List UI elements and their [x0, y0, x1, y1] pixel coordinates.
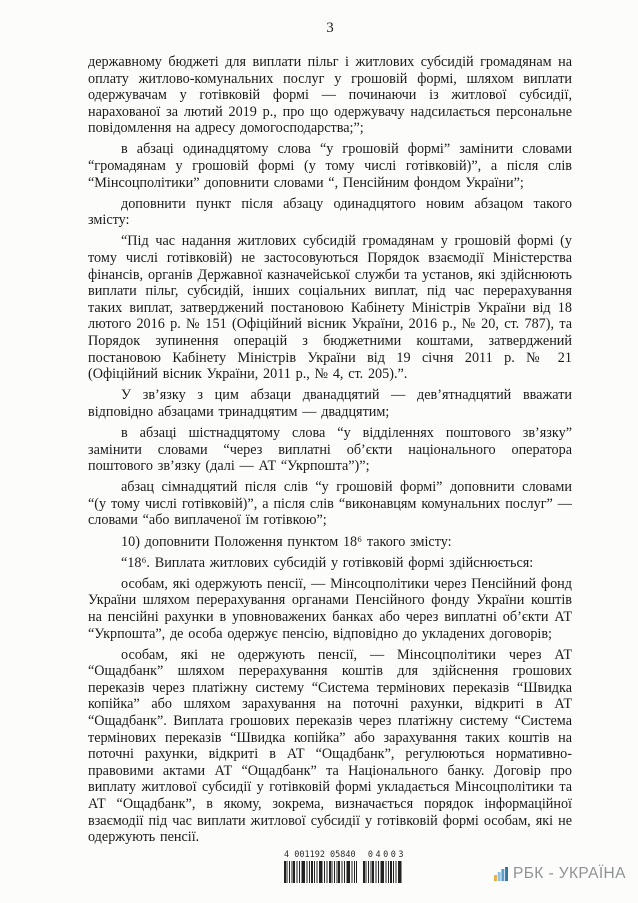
barcode-bars [284, 861, 406, 883]
paragraph: абзац сімнадцятий після слів “у грошовій формі” доповнити словами “(у тому числі готівковій)”, а після слів “виконавцям комунальних послуг” — словами “або виплаченої їм готівкою”; [88, 479, 572, 529]
barcode [284, 850, 406, 883]
barcode-number-right: 04003 [367, 850, 406, 860]
barcode-bars-left [284, 861, 357, 883]
paragraph: державному бюджеті для виплати пільг і житлових субсидій громадянам на оплату житлово-комунальних послуг у грошовій формі, шляхом виплати одержувачам у готівковій формі — починаючи із житлової субсидії, нарахованої за лютий 2019 р., про що одержувачу надсилається персональне повідомлення на адресу домогосподарства;”; [88, 54, 572, 137]
barcode-numbers [284, 850, 406, 860]
rbc-ukraine-watermark [494, 865, 626, 883]
paragraph: особам, які не одержують пенсії, — Мінсоцполітики через АТ “Ощадбанк” шляхом перерахування коштів для здійснення грошових переказів через платіжну систему “Система термінових переказів “Швидка копійка” або шляхом зарахування на поточні рахунки, відкриті в АТ “Ощадбанк”. Виплата грошових переказів через платіжну систему “Система термінових переказів “Швидка копійка” або зарахування таких коштів на поточні рахунки, відкриті в АТ “Ощадбанк”, регулюються нормативно-правовими актами АТ “Ощадбанк” та Національного банку. Договір про виплату житлової субсидії у готівковій формі укладається Мінсоцполітики та АТ “Ощадбанк”, в якому, зокрема, визначається порядок інформаційної взаємодії під час виплати житлової субсидії у готівковій формі особам, які не одержують пенсії. [88, 646, 572, 846]
watermark-label: РБК - УКРАЇНА [513, 865, 626, 882]
paragraph: “Під час надання житлових субсидій громадянам у грошовій формі (у тому числі готівковій) не застосовуються Порядок взаємодії Міністерства фінансів, органів Державної казначейської служби та установ, які здійснюють виплати пільг, субсидій, інших соціальних виплат, під час перерахування таких виплат, затверджений постановою Кабінету Міністрів України від 18 лютого 2016 р. № 151 (Офіційний вісник України, 2016 р., № 20, ст. 787), та Порядок зупинення операцій з бюджетними коштами, затверджений постановою Кабінету Міністрів України від 19 січня 2011 р. № 21 (Офіційний вісник України, 2011 р., № 4, ст. 205).”. [88, 233, 572, 383]
paragraph: в абзаці шістнадцятому слова “у відділеннях поштового зв’язку” замінити словами “через виплатні об’єкти національного оператора поштового зв’язку (далі — АТ “Укрпошта”)”; [88, 424, 572, 475]
barcode-bars-right [363, 861, 403, 883]
paragraph: доповнити пункт після абзацу одинадцятого новим абзацом такого змісту: [88, 195, 572, 229]
paragraph: У зв’язку з цим абзаци дванадцятий — дев’ятнадцятий вважати відповідно абзацами тринадцятим — двадцятим; [88, 387, 572, 420]
paragraph: 10) доповнити Положення пунктом 18⁶ такого змісту: [121, 533, 452, 550]
document-body [88, 54, 572, 850]
paragraph: в абзаці одинадцятому слова “у грошовій формі” замінити словами “громадянам у грошовій формі (у тому числі готівковій)”, а після слів “Мінсоцполітики” доповнити словами “, Пенсійним фондом України”; [88, 141, 572, 191]
barcode-number-left: 4 001192 05840 [284, 850, 356, 860]
bar-chart-icon [494, 867, 508, 881]
paragraph: особам, які одержують пенсії, — Мінсоцполітики через Пенсійний фонд України шляхом перерахування органами Пенсійного фонду України коштів на пенсійні рахунки в уповноважених банках або через виплатні об’єкти АТ “Укрпошта”, де особа одержує пенсію, відповідно до укладених договорів; [88, 575, 572, 642]
paragraph: “18⁶. Виплата житлових субсидій у готівковій формі здійснюється: [121, 554, 534, 571]
page-number: 3 [326, 20, 334, 36]
